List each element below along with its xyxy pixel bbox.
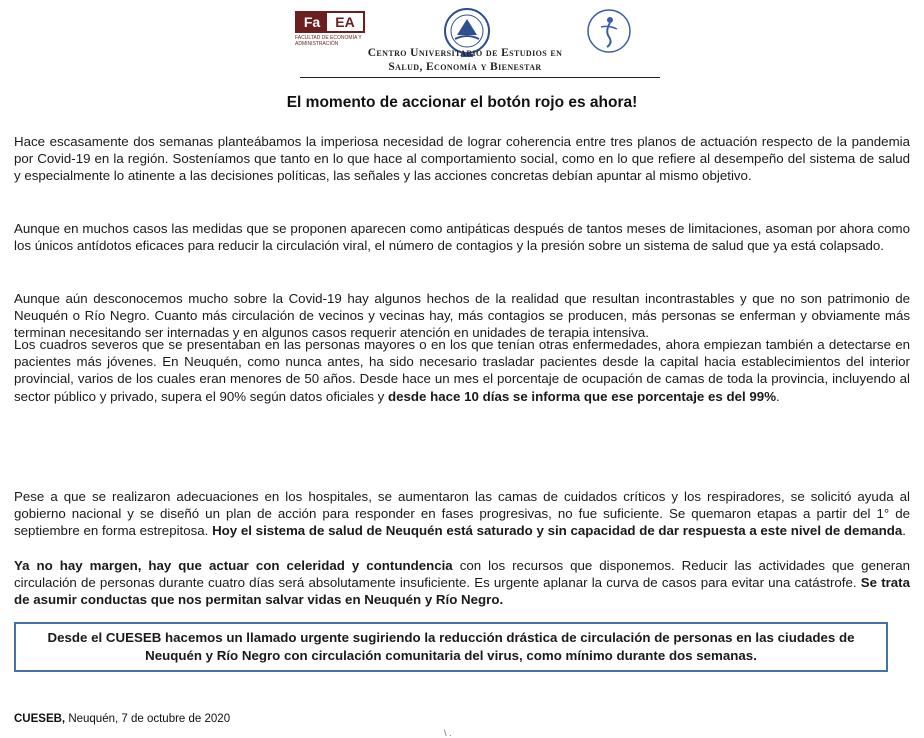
paragraph-4-text: Los cuadros severos que se presentaban en las personas mayores o en los que tenían otras enfermedades, ahora empiezan también a detectarse en pacientes más jóvenes. En Neuquén, como nunca antes, ha sido necesario trasladar pacientes desde la capital hacia establecimientos del interior provincial, varios de los cuales eran menores de 50 años. Desde hace un mes el porcentaje de ocupación de camas de toda la provincia, incluyendo al sector público y privado, supera el 90% según datos oficiales y [14,337,910,404]
paragraph-6-emphasis-2: Se trata de asumir conductas que nos permitan salvar vidas en Neuquén y Río Negro. [14,575,911,608]
paragraph-4-emphasis: desde hace 10 días se informa que ese porcentaje es del 99% [388,388,777,404]
callout-text: Desde el CUESEB hacemos un llamado urgente sugiriendo la reducción drástica de circulación de personas en las ciudades de Neuquén y Río Negro con circulación comunitaria del virus, como mínimo durante dos semanas. [47,630,855,663]
faea-wordmark [295,11,365,33]
paragraph-4-end: . [776,388,780,404]
organization-name-line2: Salud, Economía y Bienestar [388,61,542,73]
header-divider [300,77,660,78]
callout-box [14,622,888,672]
paragraph-6 [14,557,910,609]
paragraph-3: Aunque aún desconocemos mucho sobre la Covid-19 hay algunos hechos de la realidad que resultan incontrastables y que no son patrimonio de Neuquén o Río Negro. Cuanto más circulación de vecinos y vecinas hay, más contagios se producen, más personas se enferman y obviamente más terminan necesitando ser internadas y en algunos casos requerir atención en unidades de terapia intensiva. [14,291,910,341]
paragraph-6-text: con los recursos que disponemos. Reducir las actividades que generan circulación de personas durante cuatro días será absolutamente insuficiente. Es urgente aplanar la curva de casos para evitar una catástrofe. [14,558,910,591]
paragraph-6-emphasis-1: Ya no hay margen, hay que actuar con celeridad y contundencia [14,558,453,573]
faea-wordmark-right: EA [335,14,355,30]
stray-mark: \ . [444,728,452,738]
paragraph-5-end: . [902,523,906,539]
paragraph-4 [14,336,910,405]
page-title: El momento de accionar el botón rojo es ahora! [286,94,638,111]
paragraph-5 [14,488,910,540]
signature-place-date: Neuquén, 7 de octubre de 2020 [65,713,231,725]
organization-name [300,46,630,74]
organization-name-line1: Centro Universitario de Estudios en [367,47,563,59]
paragraph-5-text: Pese a que se realizaron adecuaciones en los hospitales, se aumentaron las camas de cuidados críticos y los respiradores, se solicitó ayuda al gobierno nacional y se diseñó un plan de acción para responder en fases progresivas, no fue suficiente. Se quemaron etapas a partir del 1° de septiembre en forma estrepitosa. [14,489,910,539]
paragraph-1: Hace escasamente dos semanas planteábamos la imperiosa necesidad de lograr coherencia entre tres planos de actuación respecto de la pandemia por Covid-19 en la región. Sosteníamos que tanto en lo que hace al comportamiento social, como en lo que refiere al desempeño del sistema de salud y especialmente lo atinente a las decisiones políticas, las señales y las acciones concretas debían apuntar al mismo objetivo. [14,134,910,184]
faea-wordmark-left: Fa [297,13,327,31]
faea-logo [295,11,363,45]
faea-subtitle: FACULTAD DE ECONOMÍA Y ADMINISTRACIÓN [295,35,362,47]
signature-line [14,713,230,725]
signature-org: CUESEB, [14,713,66,725]
paragraph-2: Aunque en muchos casos las medidas que se proponen aparecen como antipáticas después de tantos meses de limitaciones, asoman por ahora como los únicos antídotos eficaces para reducir la circulación viral, el número de contagios y la presión sobre un sistema de salud que ya está colapsado. [14,221,910,254]
paragraph-5-emphasis: Hoy el sistema de salud de Neuquén está saturado y sin capacidad de dar respuesta a este nivel de demanda [212,523,903,539]
